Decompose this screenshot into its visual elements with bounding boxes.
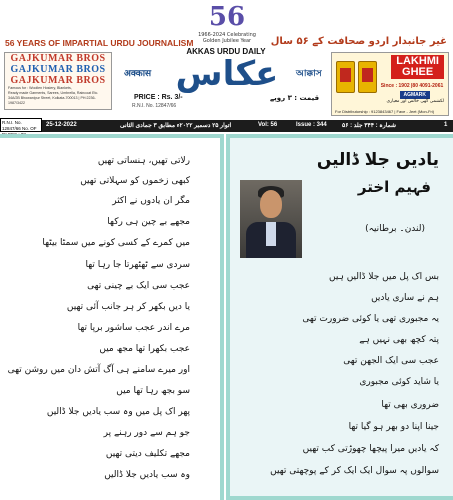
registration-number: R.N.I. No. 12847/66: [132, 103, 177, 109]
ad-urdu-text: لکشمی گھی خالص اور معیاری: [386, 99, 444, 104]
masthead: [0, 0, 453, 120]
ghee-jars-image: [336, 57, 380, 95]
poem-author: فہیم اختر: [357, 178, 431, 196]
poem-line: مجھے تکلیف دیتی تھیں: [105, 449, 190, 459]
gajkumar-ad[interactable]: [4, 52, 112, 110]
price-english: PRICE : Rs. 3/-: [134, 94, 183, 101]
ad-distributor: For Distributorship : 9123843467 | Fave - Jeet (Mon-Fri): [335, 109, 435, 114]
page-number: 1: [444, 122, 448, 128]
paper-bengali-name: আক্কাস: [296, 69, 322, 79]
volume: Vol: 56: [258, 122, 278, 128]
urdu-date: اتوار ۲۵ دسمبر ۲۰۲۲ء مطابق ۳ جمادی الثانی: [120, 123, 232, 129]
poem-line: اور میرے سامنے ہی آگ آتش دان میں روشن تھی: [7, 365, 190, 375]
poem-line: مجھے بے چین ہی رکھا: [107, 217, 190, 227]
urdu-issue: شمارہ : ۳۴۴ جلد : ۵۶: [342, 123, 397, 129]
poem-title: یادیں جلا ڈالیں: [316, 150, 439, 170]
poem-panel-right: [226, 134, 453, 500]
poem-line: کبھی زخموں کو سہلاتی تھیں: [80, 176, 190, 186]
poem-line: پتہ کچھ بھی نہیں ہے: [359, 335, 439, 345]
anniversary-caption: 1966-2024 Celebrating Golden Jubilee Year: [198, 32, 256, 44]
ad-details: Famous for : Woollen Hosiery, Blankets,: [8, 86, 72, 90]
poem-line: رلاتی تھیں، ہنساتی تھیں: [97, 156, 190, 166]
rni-box: R.N.I. No. 12847/66 No. OF: [0, 118, 42, 132]
urdu-tagline: غیر جانبدار اردو صحافت کے ۵۶ سال: [270, 36, 447, 47]
poem-line: یہ مجبوری تھی یا کوئی ضرورت تھی: [302, 314, 439, 324]
poem-line: جو ہم سے دور رہنے پر: [103, 428, 190, 438]
poem-line: جینا اپنا دو بھر ہو گیا تھا: [348, 422, 439, 432]
poem-line: عجب سی ایک الجھن تھی: [343, 356, 439, 366]
author-location: (لندن۔ برطانیہ): [365, 224, 425, 234]
poem-line: پھر اک پل میں وہ سب یادیں جلا ڈالیں: [46, 407, 190, 417]
poem-panel-left: [0, 134, 224, 500]
poem-line: بس اک پل میں جلا ڈالیں ہیں: [329, 272, 439, 282]
poem-line: عجب بکھرا تھا مجھ میں: [99, 344, 190, 354]
poem-line: وہ سب یادیں جلا ڈالیں: [104, 470, 190, 480]
paper-english-name: AKKAS URDU DAILY: [186, 47, 266, 56]
poem-line: سردی سے ٹھٹھرتا جا رہا تھا: [85, 260, 190, 270]
paper-hindi-name: अक्कास: [124, 69, 152, 79]
paper-urdu-logo: عکاس: [175, 54, 279, 94]
lakhmi-ghee-ad[interactable]: [331, 52, 449, 116]
english-tagline: 56 YEARS OF IMPARTIAL URDU JOURNALISM: [5, 38, 194, 48]
ad-brand-line: GAJKUMAR BROS: [10, 64, 106, 75]
poem-line: میں کمرے کے کسی کونے میں سمٹا بیٹھا: [42, 238, 190, 248]
agmark-badge: AGMARK: [400, 91, 431, 99]
issue-info-bar: [0, 120, 453, 132]
ad-details: Ready made Garments, Sarees, Umbrella, Raincoat Etc.: [8, 91, 99, 95]
poem-line: یا شاید کوئی مجبوری: [359, 377, 439, 387]
poem-line: ہم نے ساری یادیں: [371, 293, 439, 303]
ad-brand-line: GAJKUMAR BROS: [10, 75, 106, 86]
anniversary-number: 56: [208, 2, 246, 32]
poem-line: یا دیں بکھر کر ہر جانب آئی تھیں: [66, 302, 190, 312]
poem-line: کہ یادیں میرا پیچھا چھوڑتی کب تھیں: [302, 444, 439, 454]
ad-brand-line: GAJKUMAR BROS: [10, 53, 106, 64]
ad-details: 34A/2B Bhowanipur Street, Kolkata-700013 | PH:2236-1987/3422: [8, 96, 96, 105]
poem-line: مرے اندر عجب ساشور برپا تھا: [77, 323, 190, 333]
poem-line: ضروری بھی تھا: [381, 400, 439, 410]
anniversary-logo: [196, 2, 258, 46]
author-photo: [240, 180, 302, 258]
issue-date: 25-12-2022: [46, 122, 77, 128]
issue-number: Issue : 344: [296, 122, 327, 128]
poem-line: مگر ان یادوں نے اکثر: [112, 196, 190, 206]
poem-line: سو بجھ رہا تھا میں: [116, 386, 190, 396]
poem-line: عجب سی ایک بے چینی تھی: [87, 281, 190, 291]
price-urdu: قیمت : ۳ روپے: [270, 94, 320, 102]
ad-since: Since : 1902 |80 4091-2061: [380, 83, 444, 89]
poem-line: سوالوں پہ سوال ایک ایک کر کے پوچھتی تھیں: [270, 466, 439, 476]
ad-brand: LAKHMI GHEE: [391, 55, 444, 79]
